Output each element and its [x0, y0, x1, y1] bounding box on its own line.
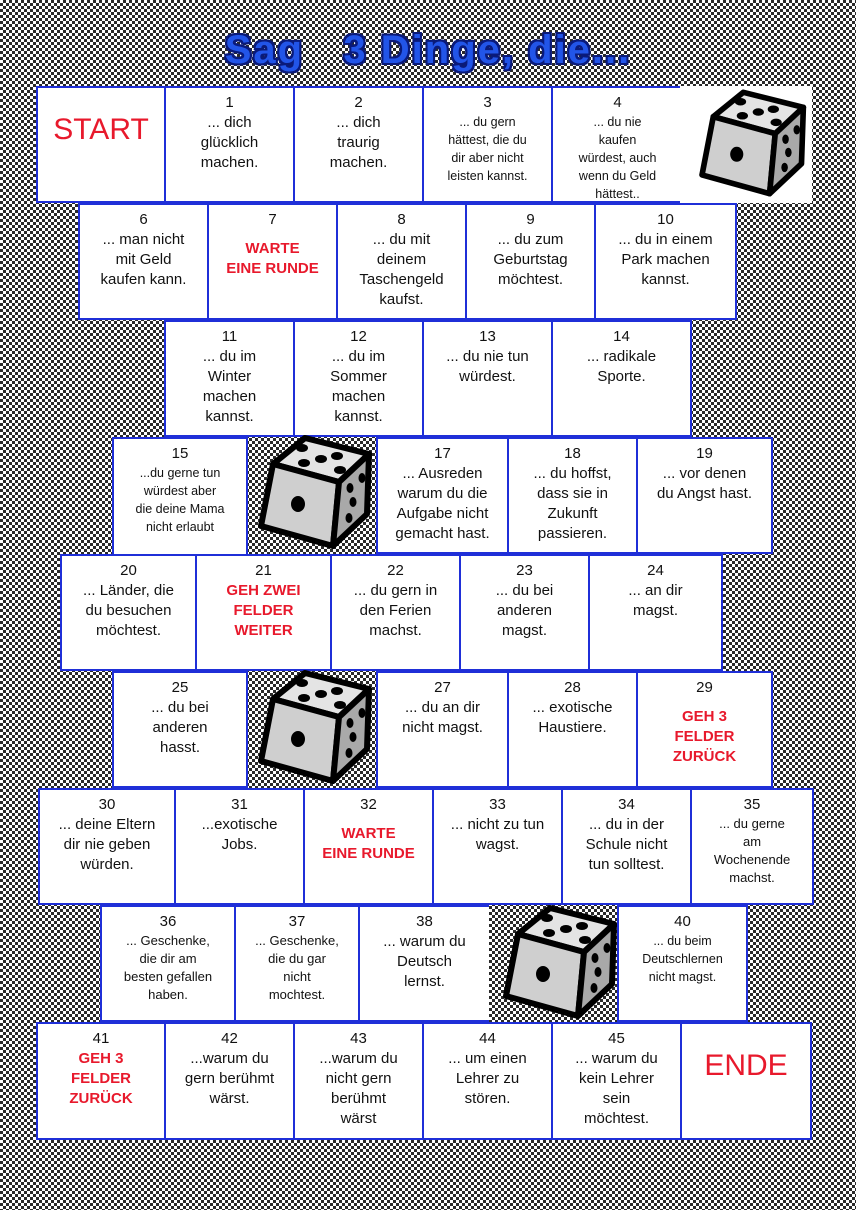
field-4[interactable]: 4 ... du nie kaufen würdest, auch wenn du Geld hättest..: [551, 86, 682, 203]
field-1[interactable]: 1 ... dich glücklich machen.: [164, 86, 295, 203]
field-21[interactable]: 21 GEH ZWEI FELDER WEITER: [195, 554, 332, 671]
field-start[interactable]: START: [36, 86, 166, 203]
field-10[interactable]: 10 ... du in einem Park machen kannst.: [594, 203, 737, 320]
field-32[interactable]: 32 WARTE EINE RUNDE: [303, 788, 434, 905]
field-20[interactable]: 20 ... Länder, die du besuchen möchtest.: [60, 554, 197, 671]
field-11[interactable]: 11 ... du im Winter machen kannst.: [164, 320, 295, 437]
field-19[interactable]: 19 ... vor denen du Angst hast.: [636, 437, 773, 554]
field-35[interactable]: 35 ... du gerne am Wochenende machst.: [690, 788, 814, 905]
field-13[interactable]: 13 ... du nie tun würdest.: [422, 320, 553, 437]
field-9[interactable]: 9 ... du zum Geburtstag möchtest.: [465, 203, 596, 320]
field-2[interactable]: 2 ... dich traurig machen.: [293, 86, 424, 203]
field-43[interactable]: 43 ...warum du nicht gern berühmt wärst: [293, 1022, 424, 1140]
field-7[interactable]: 7 WARTE EINE RUNDE: [207, 203, 338, 320]
field-14[interactable]: 14 ... radikale Sporte.: [551, 320, 692, 437]
board-title: Sag 3 Dinge, die...: [224, 28, 632, 72]
field-8[interactable]: 8 ... du mit deinem Taschengeld kaufst.: [336, 203, 467, 320]
dice-icon: [687, 86, 809, 200]
dice-icon: [245, 432, 375, 552]
field-27[interactable]: 27 ... du an dir nicht magst.: [376, 671, 509, 788]
field-40[interactable]: 40 ... du beim Deutschlernen nicht magst.: [617, 905, 748, 1022]
field-23[interactable]: 23 ... du bei anderen magst.: [459, 554, 590, 671]
field-15[interactable]: 15 ...du gerne tun würdest aber die deine Mama nicht erlaubt: [112, 437, 248, 559]
field-3[interactable]: 3 ... du gern hättest, die du dir aber nicht leisten kannst.: [422, 86, 553, 203]
field-42[interactable]: 42 ...warum du gern berühmt wärst.: [164, 1022, 295, 1140]
field-33[interactable]: 33 ... nicht zu tun wagst.: [432, 788, 563, 905]
field-18[interactable]: 18 ... du hoffst, dass sie in Zukunft passieren.: [507, 437, 638, 554]
dice-icon: [245, 667, 375, 787]
field-31[interactable]: 31 ...exotische Jobs.: [174, 788, 305, 905]
field-34[interactable]: 34 ... du in der Schule nicht tun solltest.: [561, 788, 692, 905]
field-28[interactable]: 28 ... exotische Haustiere.: [507, 671, 638, 788]
field-29[interactable]: 29 GEH 3 FELDER ZURÜCK: [636, 671, 773, 788]
field-22[interactable]: 22 ... du gern in den Ferien machst.: [330, 554, 461, 671]
field-24[interactable]: 24 ... an dir magst.: [588, 554, 723, 671]
field-37[interactable]: 37 ... Geschenke, die du gar nicht mochtest.: [234, 905, 360, 1022]
field-17[interactable]: 17 ... Ausreden warum du die Aufgabe nicht gemacht hast.: [376, 437, 509, 554]
field-ende[interactable]: ENDE: [680, 1022, 812, 1140]
field-12[interactable]: 12 ... du im Sommer machen kannst.: [293, 320, 424, 437]
dice-icon: [490, 900, 620, 1024]
field-44[interactable]: 44 ... um einen Lehrer zu stören.: [422, 1022, 553, 1140]
field-41[interactable]: 41 GEH 3 FELDER ZURÜCK: [36, 1022, 166, 1140]
field-30[interactable]: 30 ... deine Eltern dir nie geben würden.: [38, 788, 176, 905]
field-38[interactable]: 38 ... warum du Deutsch lernst.: [358, 905, 489, 1022]
field-6[interactable]: 6 ... man nicht mit Geld kaufen kann.: [78, 203, 209, 320]
field-45[interactable]: 45 ... warum du kein Lehrer sein möchtest.: [551, 1022, 682, 1140]
field-25[interactable]: 25 ... du bei anderen hasst.: [112, 671, 248, 788]
field-36[interactable]: 36 ... Geschenke, die dir am besten gefallen haben.: [100, 905, 236, 1022]
